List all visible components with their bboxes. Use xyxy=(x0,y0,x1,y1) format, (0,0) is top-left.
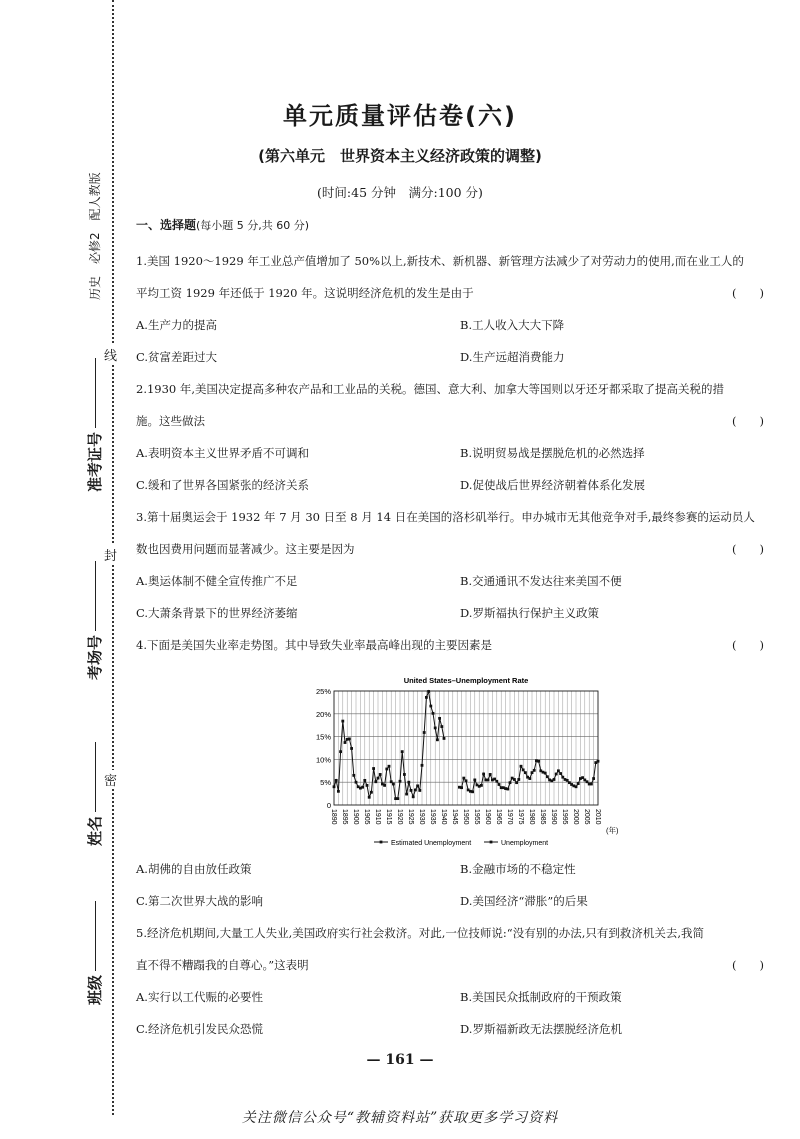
data-point xyxy=(374,780,377,783)
chart-title: United States–Unemployment Rate xyxy=(403,676,529,685)
x-tick-label: 1975 xyxy=(517,809,525,825)
data-point xyxy=(425,696,428,699)
data-point xyxy=(385,768,388,771)
series-line-1 xyxy=(334,692,444,799)
data-point xyxy=(465,779,468,782)
data-point xyxy=(553,778,556,781)
footer-note: 关注微信公众号“教辅资料站”获取更多学习资料 xyxy=(241,1110,559,1126)
data-point xyxy=(396,797,399,800)
option-d: D.美国经济“滞胀”的后果 xyxy=(460,894,588,908)
question-stem-line: 5.经济危机期间,大量工人失业,美国政府实行社会救济。对此,一位技师说:“没有别的办法,只有到救济机关去,我简 xyxy=(136,926,704,940)
question-5 xyxy=(136,917,764,1045)
sidebar-field-name xyxy=(84,742,105,846)
data-point xyxy=(559,772,562,775)
data-point xyxy=(383,784,386,787)
data-point xyxy=(537,760,540,763)
data-point xyxy=(482,773,485,776)
data-point xyxy=(509,781,512,784)
data-point xyxy=(555,773,558,776)
y-tick-label: 20% xyxy=(315,709,331,719)
sidebar-field-room xyxy=(84,561,105,680)
data-point xyxy=(520,765,523,768)
option-b: B.工人收入大大下降 xyxy=(460,318,565,332)
data-point xyxy=(544,772,547,775)
x-tick-label: 2005 xyxy=(583,809,591,825)
question-stem-line: 数也因费用问题而显著减少。这主要是因为 ( ) xyxy=(136,533,764,565)
field-rule xyxy=(95,742,96,812)
data-point xyxy=(498,783,501,786)
x-tick-label: 1990 xyxy=(550,809,558,825)
data-point xyxy=(370,791,373,794)
option-c: C.经济危机引发民众恐慌 xyxy=(136,1022,264,1036)
data-point xyxy=(438,717,441,720)
x-tick-label: 1895 xyxy=(341,809,349,825)
x-tick-label: 1965 xyxy=(495,809,503,825)
data-point xyxy=(421,764,424,767)
data-point xyxy=(344,741,347,744)
x-tick-label: 2010 xyxy=(594,809,602,825)
data-point xyxy=(379,773,382,776)
data-point xyxy=(412,795,415,798)
data-point xyxy=(407,781,410,784)
data-point xyxy=(363,779,366,782)
data-point xyxy=(368,796,371,799)
x-tick-label: 1935 xyxy=(429,809,437,825)
data-point xyxy=(436,738,439,741)
option-b: B.金融市场的不稳定性 xyxy=(460,862,576,876)
x-tick-label: 1960 xyxy=(484,809,492,825)
option-d: D.促使战后世界经济朝着体系化发展 xyxy=(460,478,645,492)
question-stem-line: 1.美国 1920～1929 年工业总产值增加了 50%以上,新技术、新机器、新管理方法减少了对劳动力的使用,而在业工人的 xyxy=(136,254,744,268)
cut-mark-seal: 封 xyxy=(104,545,117,564)
field-rule xyxy=(95,561,96,631)
x-tick-label: 1915 xyxy=(385,809,393,825)
question-stem-line: 平均工资 1929 年还低于 1920 年。这说明经济危机的发生是由于 ( ) xyxy=(136,277,764,309)
data-point xyxy=(339,750,342,753)
y-tick-label: 0 xyxy=(326,801,331,810)
sidebar-field-class xyxy=(84,901,105,1005)
data-point xyxy=(528,777,531,780)
x-tick-label: 1940 xyxy=(440,809,448,825)
answer-paren: ( ) xyxy=(732,638,764,652)
option-c: C.第二次世界大战的影响 xyxy=(136,894,264,908)
data-point xyxy=(403,773,406,776)
legend-marker-2 xyxy=(490,841,493,844)
data-point xyxy=(462,777,465,780)
data-point xyxy=(429,705,432,708)
time-info: (时间:45 分钟 满分:100 分) xyxy=(317,185,483,200)
data-point xyxy=(590,783,593,786)
data-point xyxy=(366,784,369,787)
section-title: 一、选择题 xyxy=(136,218,197,232)
question-stem-line: 施。这些做法 ( ) xyxy=(136,405,764,437)
x-tick-label: 1950 xyxy=(462,809,470,825)
data-point xyxy=(355,781,358,784)
option-b: B.说明贸易战是摆脱危机的必然选择 xyxy=(460,446,645,460)
data-point xyxy=(471,790,474,793)
data-point xyxy=(401,750,404,753)
data-point xyxy=(506,788,509,791)
legend-label-2: Unemployment xyxy=(501,840,549,847)
data-point xyxy=(423,731,426,734)
question-stem-line: 2.1930 年,美国决定提高多种农产品和工业品的关税。德国、意大利、加拿大等国则以牙还牙都采取了提高关税的措 xyxy=(136,382,725,396)
data-point xyxy=(546,775,549,778)
answer-paren: ( ) xyxy=(732,414,764,428)
field-label: 考场号 xyxy=(86,634,104,680)
data-point xyxy=(414,789,417,792)
options xyxy=(136,309,764,373)
option-d: D.罗斯福执行保护主义政策 xyxy=(460,606,599,620)
data-point xyxy=(392,783,395,786)
question-stem-line: 4.下面是美国失业率走势图。其中导致失业率最高峰出现的主要因素是 ( ) xyxy=(136,629,764,661)
data-point xyxy=(592,777,595,780)
data-point xyxy=(410,789,413,792)
data-point xyxy=(418,789,421,792)
x-tick-label: 1920 xyxy=(396,809,404,825)
field-label: 班级 xyxy=(86,974,104,1005)
option-c: C.缓和了世界各国紧张的经济关系 xyxy=(136,478,310,492)
data-point xyxy=(361,786,364,789)
option-d: D.罗斯福新政无法摆脱经济危机 xyxy=(460,1022,622,1036)
question-3 xyxy=(136,501,764,629)
x-tick-label: 1890 xyxy=(330,809,338,825)
data-point xyxy=(440,725,443,728)
data-point xyxy=(388,765,391,768)
data-point xyxy=(350,747,353,750)
x-tick-label: 2000 xyxy=(572,809,580,825)
option-a: A.表明资本主义世界矛盾不可调和 xyxy=(136,446,309,460)
data-point xyxy=(377,777,380,780)
x-tick-label: 1955 xyxy=(473,809,481,825)
data-point xyxy=(517,778,520,781)
data-point xyxy=(480,784,483,787)
data-point xyxy=(473,779,476,782)
sidebar-subject: 历史 必修2 配人教版 xyxy=(88,172,102,300)
data-point xyxy=(597,760,600,763)
x-tick-label: 1970 xyxy=(506,809,514,825)
answer-paren: ( ) xyxy=(732,286,764,300)
cut-mark-line: 线 xyxy=(104,345,117,364)
data-point xyxy=(443,737,446,740)
option-a: A.胡佛的自由放任政策 xyxy=(136,862,252,876)
y-tick-label: 5% xyxy=(320,778,331,788)
x-tick-label: 1985 xyxy=(539,809,547,825)
options xyxy=(136,565,764,629)
field-rule xyxy=(95,358,96,428)
x-tick-label: 1900 xyxy=(352,809,360,825)
x-tick-label: 1995 xyxy=(561,809,569,825)
question-2 xyxy=(136,373,764,501)
y-tick-label: 25% xyxy=(315,687,331,696)
field-label: 准考证号 xyxy=(86,431,104,492)
data-point xyxy=(427,690,430,693)
question-4 xyxy=(136,629,764,917)
option-d: D.生产远超消费能力 xyxy=(460,350,565,364)
y-tick-label: 15% xyxy=(315,732,331,742)
option-a: A.奥运体制不健全宣传推广不足 xyxy=(136,574,298,588)
x-tick-label: 1945 xyxy=(451,809,459,825)
data-point xyxy=(337,790,340,793)
option-b: B.美国民众抵制政府的干预政策 xyxy=(460,990,622,1004)
answer-paren: ( ) xyxy=(732,542,764,556)
legend-label-1: Estimated Unemployment xyxy=(391,840,472,847)
data-point xyxy=(524,771,527,774)
y-tick-label: 10% xyxy=(315,755,331,765)
field-rule xyxy=(95,901,96,971)
unemployment-chart xyxy=(136,661,764,853)
options xyxy=(136,981,764,1045)
question-1 xyxy=(136,245,764,373)
data-point xyxy=(487,779,490,782)
answer-paren: ( ) xyxy=(732,958,764,972)
data-point xyxy=(515,781,518,784)
option-c: C.贫富差距过大 xyxy=(136,350,218,364)
data-point xyxy=(372,767,375,770)
data-point xyxy=(557,769,560,772)
data-point xyxy=(432,712,435,715)
data-point xyxy=(416,784,419,787)
data-point xyxy=(460,786,463,789)
question-stem-line: 3.第十届奥运会于 1932 年 7 月 30 日至 8 月 14 日在美国的洛杉矶举行。申办城市无其他竞争对手,最终参赛的运动员人 xyxy=(136,510,755,524)
questions-area xyxy=(136,216,764,1045)
data-point xyxy=(434,727,437,730)
section-note: (每小题 5 分,共 60 分) xyxy=(196,219,310,232)
page-title: 单元质量评估卷(六) xyxy=(283,102,517,130)
data-point xyxy=(348,737,351,740)
data-point xyxy=(577,782,580,785)
option-a: A.生产力的提高 xyxy=(136,318,217,332)
question-stem-line: 直不得不糟蹋我的自尊心。”这表明 ( ) xyxy=(136,949,764,981)
x-tick-label: 1980 xyxy=(528,809,536,825)
data-point xyxy=(333,785,336,788)
page-subtitle: (第六单元 世界资本主义经济政策的调整) xyxy=(258,147,542,165)
data-point xyxy=(533,769,536,772)
data-point xyxy=(399,780,402,783)
data-point xyxy=(341,720,344,723)
x-tick-label: 1910 xyxy=(374,809,382,825)
data-point xyxy=(575,785,578,788)
data-point xyxy=(352,774,355,777)
legend-marker-1 xyxy=(380,841,383,844)
data-point xyxy=(335,779,338,782)
option-b: B.交通通讯不发达往来美国不便 xyxy=(460,574,622,588)
x-tick-label: 1925 xyxy=(407,809,415,825)
chart-svg xyxy=(136,661,764,853)
data-point xyxy=(513,778,516,781)
sidebar-field-exam-id xyxy=(84,358,105,492)
x-tick-label: 1930 xyxy=(418,809,426,825)
x-axis-label: (年) xyxy=(606,826,619,835)
page-number: — 161 — xyxy=(366,1052,434,1068)
cut-mark-secret: 密 xyxy=(104,770,117,789)
options xyxy=(136,437,764,501)
option-a: A.实行以工代赈的必要性 xyxy=(136,990,263,1004)
data-point xyxy=(489,773,492,776)
x-tick-label: 1905 xyxy=(363,809,371,825)
field-label: 姓名 xyxy=(86,815,104,846)
options xyxy=(136,853,764,917)
data-point xyxy=(405,793,408,796)
option-c: C.大萧条背景下的世界经济萎缩 xyxy=(136,606,298,620)
section-heading xyxy=(136,216,764,233)
data-point xyxy=(495,780,498,783)
data-point xyxy=(522,768,525,771)
